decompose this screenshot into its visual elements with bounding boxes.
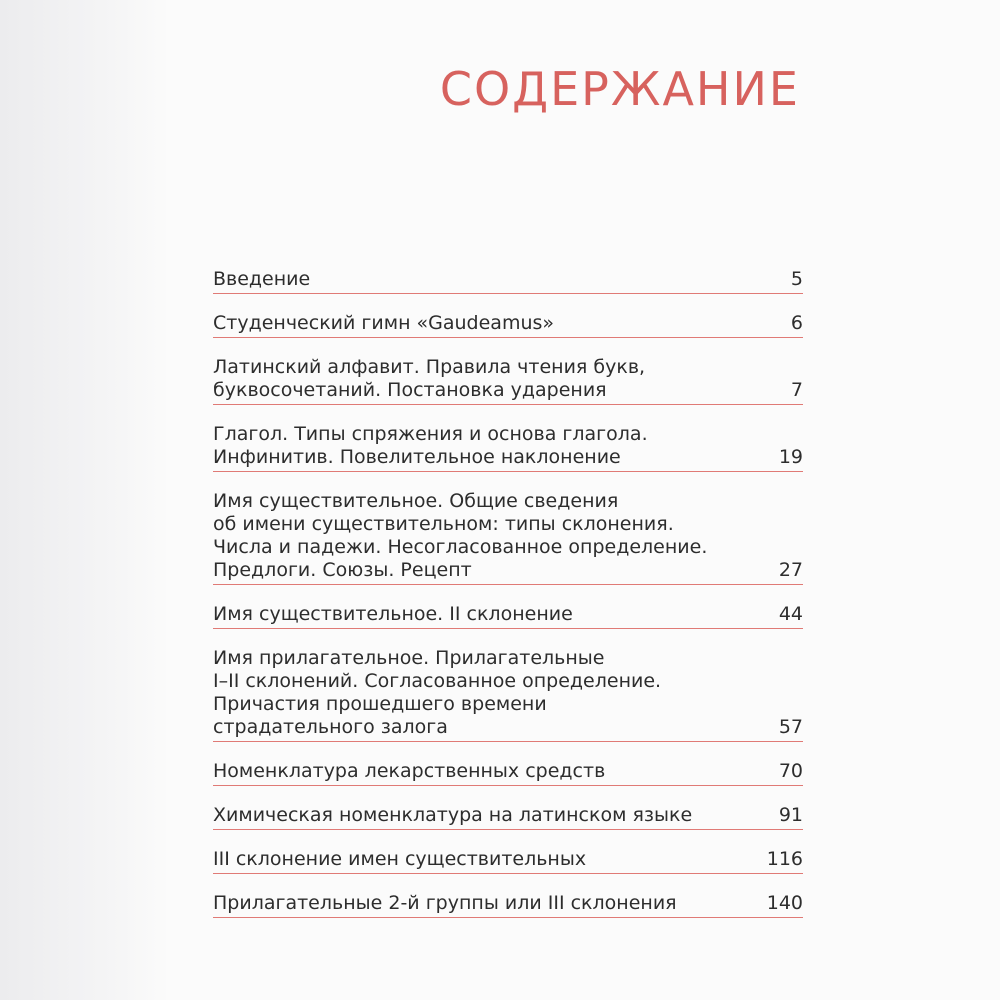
toc-entry-page-number: 57 [778, 716, 803, 738]
toc-entry-page-number: 27 [778, 559, 803, 581]
toc-entry-page-number: 140 [766, 892, 803, 914]
toc-entry-title: Имя прилагательное. Прилагательные I–II склонений. Согласованное определение. Причастия прошедшего времени страдательного залога [213, 647, 662, 738]
toc-entry-title: Имя существительное. Общие сведения об имени существительном: типы склонения. Числа и падежи. Несогласованное определение. Предлоги. Союзы. Рецепт [213, 490, 708, 581]
toc-entry-introduction[interactable] [213, 268, 803, 294]
table-of-contents [213, 268, 803, 936]
toc-entry-title: Номенклатура лекарственных средств [213, 760, 606, 782]
toc-entry-page-number: 44 [778, 603, 803, 625]
toc-entry-noun-general[interactable] [213, 490, 803, 585]
toc-entry-page-number: 116 [766, 848, 803, 870]
toc-entry-title: Глагол. Типы спряжения и основа глагола. Инфинитив. Повелительное наклонение [213, 423, 648, 468]
toc-entry-page-number: 7 [790, 379, 803, 401]
toc-entry-anthem[interactable] [213, 312, 803, 338]
toc-entry-page-number: 6 [790, 312, 803, 334]
toc-entry-chemical-nomenclature[interactable] [213, 804, 803, 830]
toc-entry-page-number: 70 [778, 760, 803, 782]
toc-entry-noun-declension-2[interactable] [213, 603, 803, 629]
toc-entry-page-number: 91 [778, 804, 803, 826]
toc-entry-verb[interactable] [213, 423, 803, 472]
toc-entry-drug-nomenclature[interactable] [213, 760, 803, 786]
toc-entry-page-number: 19 [778, 446, 803, 468]
toc-entry-noun-declension-3[interactable] [213, 848, 803, 874]
toc-entry-title: Студенческий гимн «Gaudeamus» [213, 312, 555, 334]
page-title: СОДЕРЖАНИЕ [439, 62, 800, 116]
toc-entry-page-number: 5 [790, 268, 803, 290]
toc-entry-adjective[interactable] [213, 647, 803, 742]
toc-entry-title: Латинский алфавит. Правила чтения букв, буквосочетаний. Постановка ударения [213, 356, 646, 401]
toc-entry-title: Введение [213, 268, 311, 290]
toc-entry-alphabet[interactable] [213, 356, 803, 405]
page-gutter-shadow [0, 0, 170, 1000]
toc-entry-title: Химическая номенклатура на латинском языке [213, 804, 693, 826]
toc-entry-title: Прилагательные 2-й группы или III склонения [213, 892, 677, 914]
toc-entry-adjective-group-2[interactable] [213, 892, 803, 918]
toc-entry-title: Имя существительное. II склонение [213, 603, 573, 625]
toc-entry-title: III склонение имен существительных [213, 848, 587, 870]
